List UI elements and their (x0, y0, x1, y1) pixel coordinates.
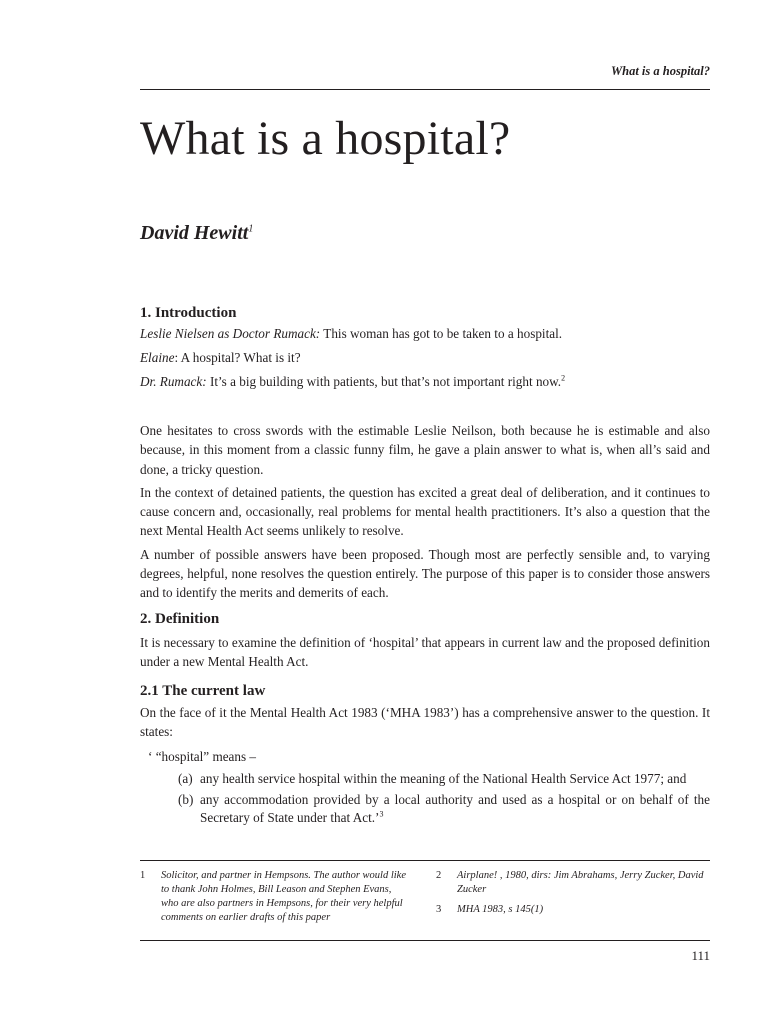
footer-rule (140, 940, 710, 941)
footnote-ref[interactable]: 3 (379, 809, 384, 819)
footnote-number: 3 (436, 904, 442, 915)
quote-item-body: any accommodation provided by a local authority and used as a hospital or on behalf of the Secretary of State under that Act.’ (200, 792, 710, 825)
subsection-heading: 2.1 The current law (140, 683, 266, 699)
section-definition (140, 609, 710, 672)
dialogue-text: This woman has got to be taken to a hospital. (320, 326, 563, 341)
author-note-ref[interactable]: 1 (248, 223, 254, 235)
paragraph: One hesitates to cross swords with the estimable Leslie Neilson, both because he is estimable and also because, in this moment from a classic funny film, he gave a plain answer to what is, when all’s said and done, a tricky question. (140, 423, 710, 477)
footnote (436, 903, 710, 917)
footnote-column-right (436, 869, 710, 923)
footnote-text: Solicitor, and partner in Hempsons. The author would like to thank John Holmes, Bill Leason and Stephen Evans, who are also partners in Hempsons, for their very helpful comments on earlier drafts of this paper (161, 870, 406, 923)
section-introduction (140, 303, 710, 395)
quote-item (178, 791, 710, 826)
footnote-text: MHA 1983, s 145(1) (457, 904, 544, 915)
paragraph: A number of possible answers have been proposed. Though most are perfectly sensible and, to varying degrees, helpful, none resolves the question entirely. The purpose of this paper is to consider those answers and to identify the merits and demerits of each. (140, 546, 710, 601)
dialogue-line (140, 324, 710, 343)
quote-opening: ‘ “hospital” means – (148, 748, 257, 764)
page-number: 111 (691, 948, 710, 963)
article-body (140, 112, 710, 825)
dialogue-text: : A hospital? What is it? (174, 349, 301, 365)
subsection-current-law (140, 681, 710, 826)
dialogue-line (140, 372, 710, 391)
quote-item-label: (b) (178, 792, 194, 808)
quote-item-label: (a) (178, 770, 193, 786)
paragraph: On the face of it the Mental Health Act 1983 (‘MHA 1983’) has a comprehensive answer to the question. It states: (140, 705, 710, 740)
paragraph: In the context of detained patients, the question has excited a great deal of deliberation, and it continues to cause concern and, occasionally, real problems for mental health practitioners. It’s also a question that the next Mental Health Act seems unlikely to resolve. (140, 484, 710, 539)
introduction-paragraphs (140, 421, 710, 607)
running-head: What is a hospital? (611, 64, 710, 78)
footnote-column-left (140, 869, 410, 931)
article-title: What is a hospital? (140, 112, 511, 165)
section-heading: 2. Definition (140, 611, 220, 627)
header-rule (140, 89, 710, 90)
dialogue-text: It’s a big building with patients, but that’s not important right now. (206, 373, 562, 389)
paragraph: It is necessary to examine the definition of ‘hospital’ that appears in current law and the proposed definition under a new Mental Health Act. (140, 635, 710, 670)
dialogue-speaker: Dr. Rumack: (140, 373, 207, 389)
quote-item-text: any health service hospital within the meaning of the National Health Service Act 1977; and (200, 770, 687, 786)
dialogue-speaker: Elaine (140, 349, 175, 365)
footnote-ref[interactable]: 2 (561, 373, 566, 383)
quote-item-text (200, 791, 710, 826)
author-line (140, 222, 710, 245)
footnote-text: Airplane! , 1980, dirs: Jim Abrahams, Jerry Zucker, David Zucker (457, 870, 704, 895)
dialogue-speaker: Leslie Nielsen as Doctor Rumack: (140, 326, 321, 341)
footnote (140, 869, 410, 925)
author-name: David Hewitt (140, 221, 249, 244)
footnote-number: 2 (436, 870, 442, 881)
quote-item (178, 770, 710, 788)
footnote-number: 1 (140, 870, 146, 881)
section-heading: 1. Introduction (140, 305, 237, 321)
dialogue-line (140, 348, 710, 367)
footnote-rule (140, 860, 710, 861)
footnote (436, 869, 710, 897)
